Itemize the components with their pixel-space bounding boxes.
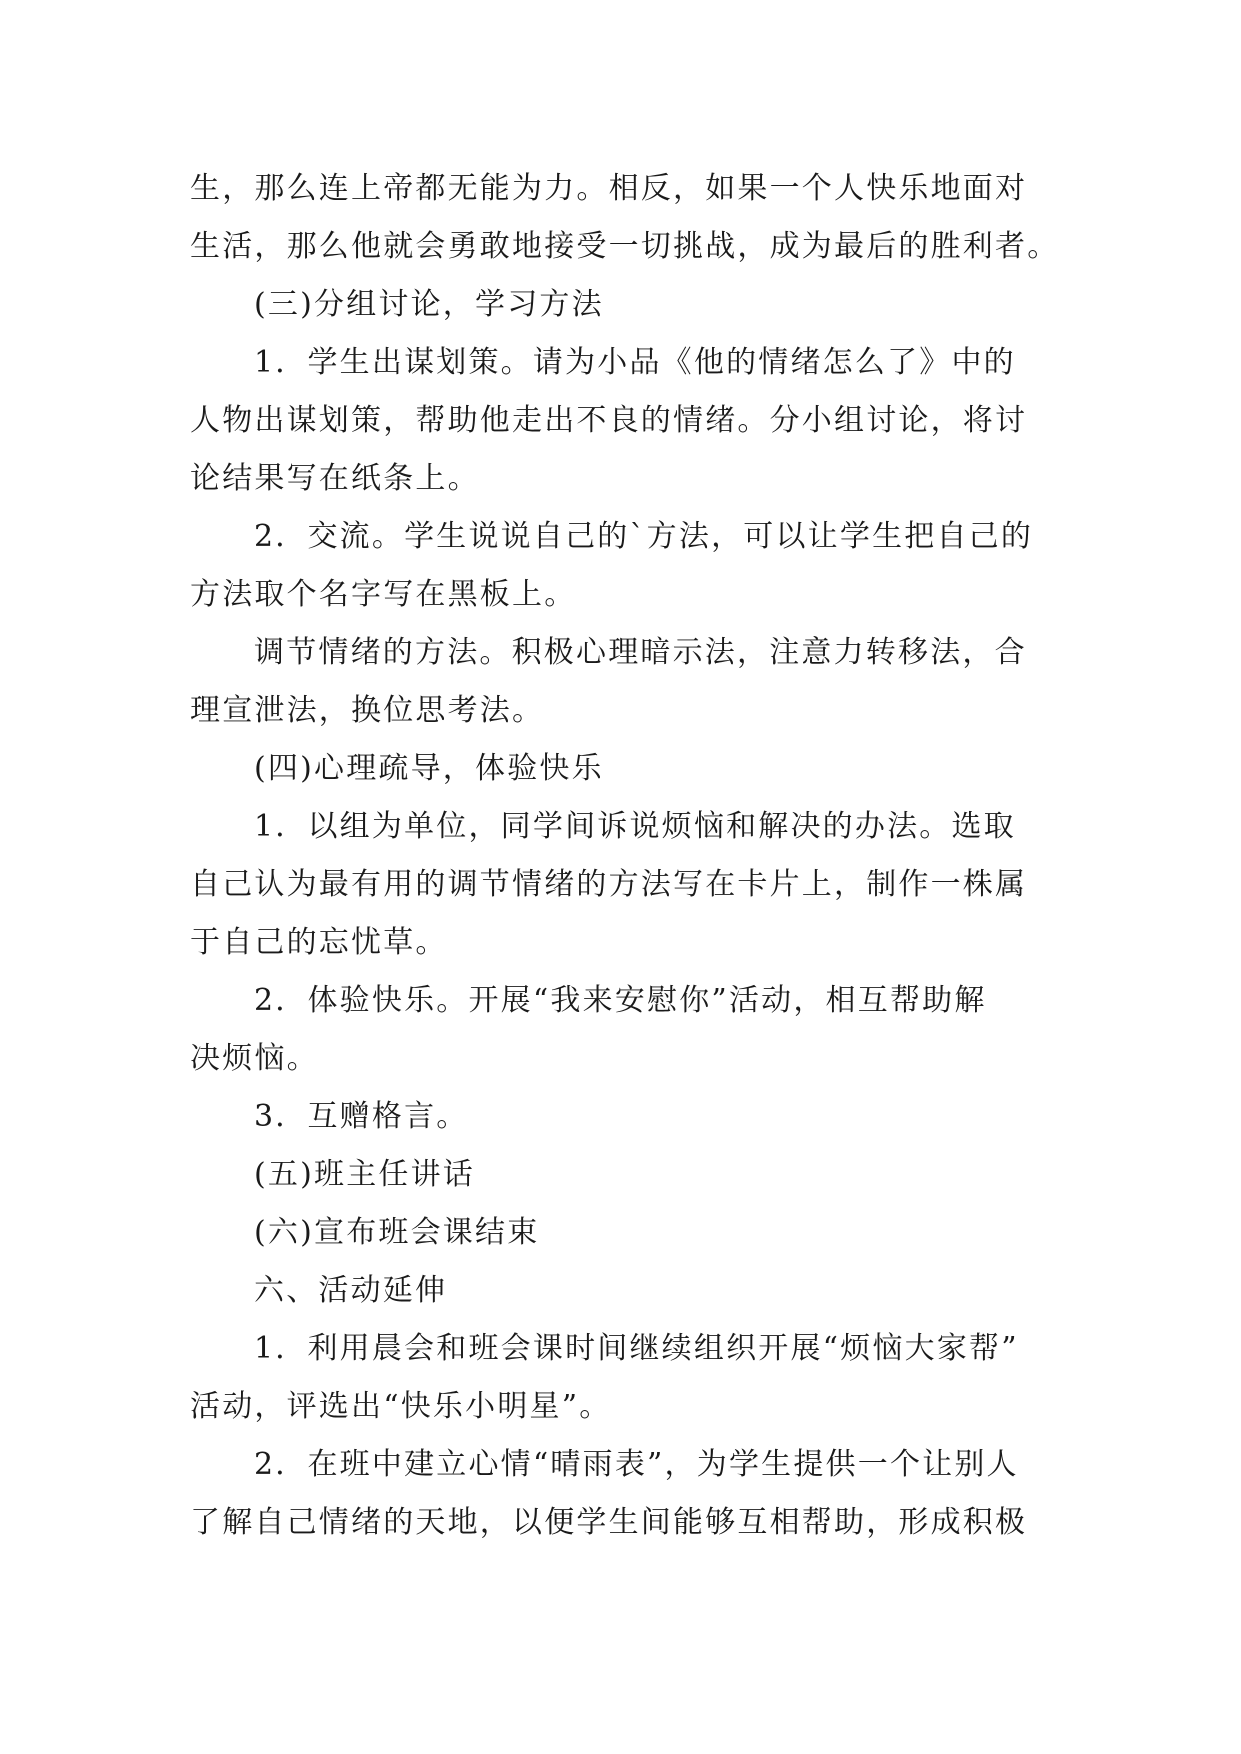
text-line: 1．学生出谋划策。请为小品《他的情绪怎么了》中的 — [254, 345, 1016, 380]
text-line: 1．利用晨会和班会课时间继续组织开展“烦恼大家帮” — [254, 1331, 1019, 1366]
text-line: 2．交流。学生说说自己的`方法，可以让学生把自己的 — [254, 519, 1034, 554]
text-line: 生，那么连上帝都无能为力。相反，如果一个人快乐地面对 — [190, 171, 1028, 206]
text-line: 决烦恼。 — [190, 1041, 319, 1076]
text-line: (四)心理疏导，体验快乐 — [254, 751, 604, 786]
text-line: 人物出谋划策，帮助他走出不良的情绪。分小组讨论，将讨 — [190, 403, 1028, 438]
text-line: 方法取个名字写在黑板上。 — [190, 577, 577, 612]
text-line: 了解自己情绪的天地，以便学生间能够互相帮助，形成积极 — [190, 1505, 1028, 1540]
text-line: 调节情绪的方法。积极心理暗示法，注意力转移法，合 — [254, 635, 1027, 670]
text-line: 自己认为最有用的调节情绪的方法写在卡片上，制作一株属 — [190, 867, 1028, 902]
document-body — [190, 160, 1060, 1552]
text-line: (五)班主任讲话 — [254, 1157, 476, 1192]
text-line: 六、活动延伸 — [254, 1273, 448, 1308]
text-line: 于自己的忘忧草。 — [190, 925, 448, 960]
text-line: 活动，评选出“快乐小明星”。 — [190, 1389, 612, 1424]
text-line: 1．以组为单位，同学间诉说烦恼和解决的办法。选取 — [254, 809, 1016, 844]
text-line: 3．互赠格言。 — [254, 1099, 469, 1134]
text-line: (六)宣布班会课结束 — [254, 1215, 540, 1250]
text-line: 生活，那么他就会勇敢地接受一切挑战，成为最后的胜利者。 — [190, 229, 1060, 264]
text-line: 论结果写在纸条上。 — [190, 461, 480, 496]
text-line: 理宣泄法，换位思考法。 — [190, 693, 545, 728]
text-line: (三)分组讨论，学习方法 — [254, 287, 604, 322]
text-line: 2．在班中建立心情“晴雨表”，为学生提供一个让别人 — [254, 1447, 1019, 1482]
text-line: 2．体验快乐。开展“我来安慰你”活动，相互帮助解 — [254, 983, 987, 1018]
